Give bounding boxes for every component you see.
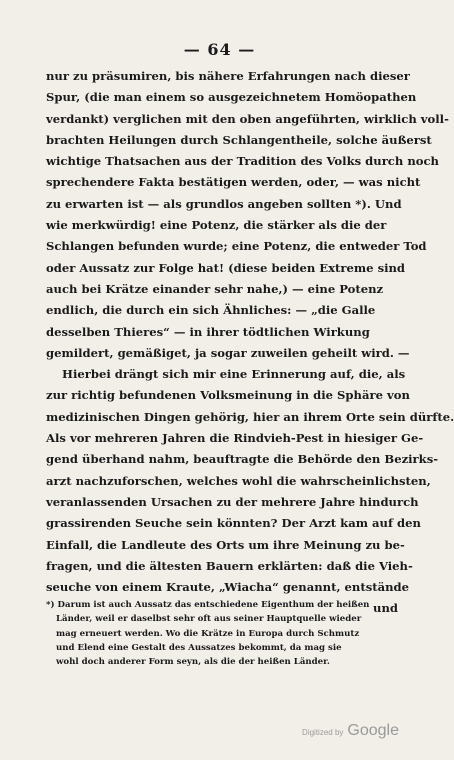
main-text xyxy=(46,66,454,620)
text-line: verdankt) verglichen mit den oben angeführten, wirklich voll- xyxy=(46,111,449,126)
digitized-watermark xyxy=(302,722,399,740)
text-line: Schlangen befunden wurde; eine Potenz, die entweder Tod xyxy=(46,239,427,254)
footnote-line: mag erneuert werden. Wo die Krätze in Europa durch Schmutz xyxy=(56,628,360,639)
text-line: nur zu präsumiren, bis nähere Erfahrungen nach dieser xyxy=(46,69,410,83)
text-line: Einfall, die Landleute des Orts um ihre Meinung zu be- xyxy=(46,537,405,552)
footnote-line: *) Darum ist auch Aussatz das entschiedene Eigenthum der heißen xyxy=(46,600,370,610)
text-line: zur richtig befundenen Volksmeinung in die Sphäre von xyxy=(46,388,410,403)
footnote-line: und Elend eine Gestalt des Aussatzes bekommt, da mag sie xyxy=(56,642,342,653)
text-line: desselben Thieres“ — in ihrer tödtlichen Wirkung xyxy=(46,324,370,339)
text-line: arzt nachzuforschen, welches wohl die wahrscheinlichsten, xyxy=(46,473,431,488)
text-line: endlich, die durch ein sich Ähnliches: — „die Galle xyxy=(46,303,376,318)
watermark-brand: Google xyxy=(347,722,399,739)
text-line: gemildert, gemäßiget, ja sogar zuweilen geheilt wird. — xyxy=(46,345,410,360)
catchword: und xyxy=(373,601,398,616)
text-line: zu erwarten ist — als grundlos angeben sollten *). Und xyxy=(46,196,402,211)
text-line: gend überhand nahm, beauftragte die Behörde den Bezirks- xyxy=(46,452,439,467)
text-line: seuche von einem Kraute, „Wiacha“ genannt, entstände xyxy=(46,580,410,595)
text-line: fragen, und die ältesten Bauern erklärten: daß die Vieh- xyxy=(46,558,413,573)
text-line: auch bei Krätze einander sehr nahe,) — eine Potenz xyxy=(46,281,384,296)
text-line: grassirenden Seuche sein könnten? Der Arzt kam auf den xyxy=(46,516,421,531)
footnote-line: Länder, weil er daselbst sehr oft aus seiner Hauptquelle wieder xyxy=(56,614,362,625)
text-line: oder Aussatz zur Folge hat! (diese beiden Extreme sind xyxy=(46,260,406,275)
watermark-prefix: Digitized by xyxy=(302,728,344,737)
text-line: Als vor mehreren Jahren die Rindvieh-Pest in hiesiger Ge- xyxy=(46,431,424,446)
text-line: veranlassenden Ursachen zu der mehrere Jahre hindurch xyxy=(46,494,419,509)
text-line: wichtige Thatsachen aus der Tradition des Volks durch noch xyxy=(46,154,439,169)
text-line: wie merkwürdig! eine Potenz, die stärker als die der xyxy=(46,218,387,233)
page-number: — 64 — xyxy=(183,40,256,59)
footnote-line: wohl doch anderer Form seyn, als die der heißen Länder. xyxy=(56,657,330,668)
paragraph-start-line: Hierbei drängt sich mir eine Erinnerung auf, die, als xyxy=(62,367,406,382)
text-line: medizinischen Dingen gehörig, hier an ihrem Orte sein dürfte. xyxy=(46,409,454,424)
footnote xyxy=(46,598,398,669)
text-line: Spur, (die man einem so ausgezeichnetem Homöopathen xyxy=(46,90,417,105)
text-line: sprechendere Fakta bestätigen werden, oder, — was nicht xyxy=(46,175,421,190)
text-line: brachten Heilungen durch Schlangentheile, solche äußerst xyxy=(46,132,432,147)
